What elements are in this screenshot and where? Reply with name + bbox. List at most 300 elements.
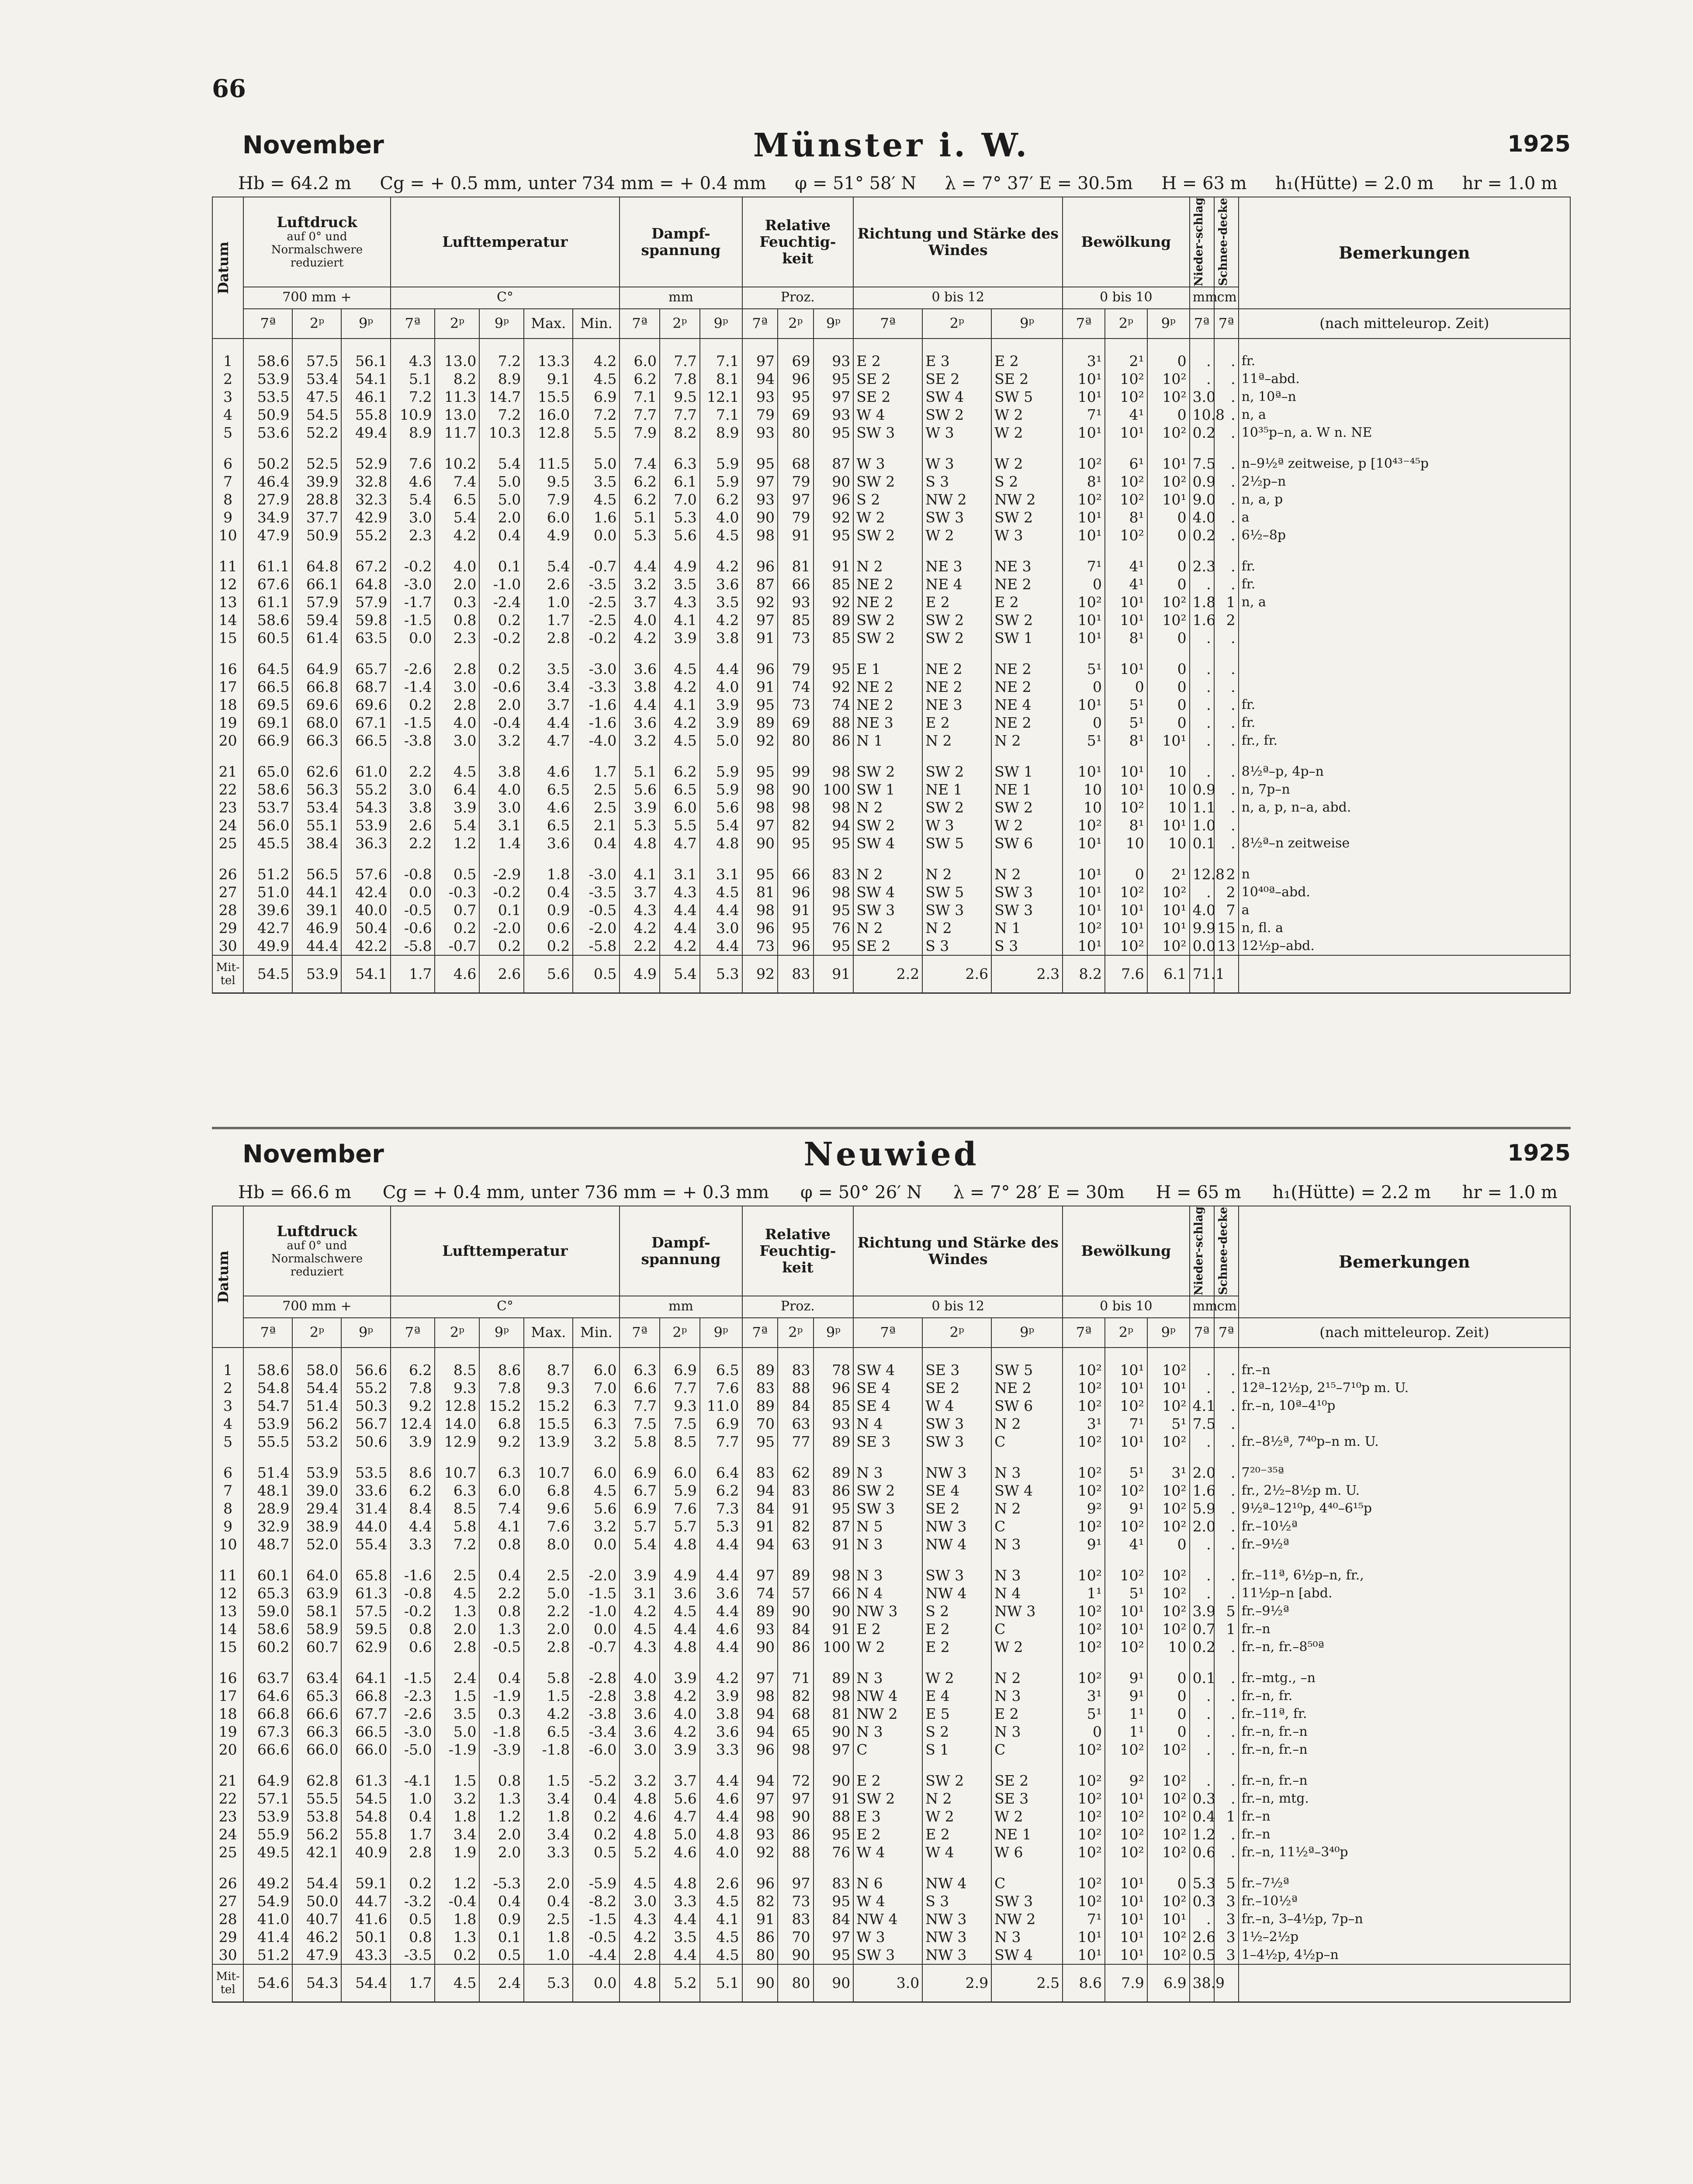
cloud-cell: 10²: [1147, 1892, 1190, 1910]
cloud-cell: 10¹: [1147, 491, 1190, 508]
spacer-cell: [573, 647, 620, 660]
pressure-cell: 67.6: [243, 575, 292, 593]
remarks-cell: fr.–10½ª: [1239, 1517, 1570, 1535]
precip-cell: 1.6: [1190, 611, 1214, 629]
year-label: 1925: [1507, 131, 1571, 157]
cloud-cell: 0: [1147, 557, 1190, 575]
table-row: [212, 816, 1570, 834]
wind-cell: N 4: [991, 1584, 1063, 1602]
day-cell: 20: [212, 732, 243, 750]
wind-cell: N 1: [991, 919, 1063, 937]
pressure-cell: 61.0: [341, 763, 390, 781]
vapour-cell: 4.6: [700, 1620, 742, 1638]
cloud-cell: 10¹: [1105, 1928, 1147, 1946]
pressure-cell: 58.1: [292, 1602, 341, 1620]
humidity-cell: 92: [814, 678, 854, 696]
temperature-cell: -8.2: [573, 1892, 620, 1910]
pressure-cell: 32.3: [341, 491, 390, 508]
spacer-cell: [1239, 1451, 1570, 1464]
remarks-cell: fr.–n, 3–4½p, 7p–n: [1239, 1910, 1570, 1928]
vapour-cell: 4.1: [620, 865, 660, 883]
pressure-cell: 33.6: [341, 1482, 390, 1500]
wind-cell: N 2: [853, 798, 922, 816]
spacer-cell: [1063, 750, 1105, 763]
remarks-cell: fr.–n: [1239, 1620, 1570, 1638]
temperature-cell: 5.4: [435, 816, 479, 834]
wind-cell: NW 3: [991, 1602, 1063, 1620]
temperature-cell: 0.5: [391, 1910, 435, 1928]
snow-cell: 3: [1214, 1928, 1239, 1946]
vapour-cell: 5.7: [660, 1517, 700, 1535]
wind-cell: W 4: [853, 406, 922, 424]
vapour-cell: 4.4: [660, 1946, 700, 1964]
wind-cell: NE 2: [853, 678, 922, 696]
pressure-mean: 53.9: [292, 955, 341, 993]
precip-cell: 9.0: [1190, 491, 1214, 508]
humidity-cell: 87: [742, 575, 778, 593]
wind-cell: SW 3: [922, 1566, 991, 1584]
snow-cell: 1: [1214, 593, 1239, 611]
temperature-cell: 7.2: [479, 352, 524, 370]
spacer-cell: [573, 750, 620, 763]
temperature-cell: 0.2: [524, 937, 573, 955]
day-cell: 6: [212, 1464, 243, 1482]
temperature-header: Lufttemperatur: [391, 1206, 620, 1296]
spacer-cell: [700, 339, 742, 352]
precip-cell: 1.2: [1190, 1825, 1214, 1843]
cloud-cell: 10²: [1063, 1741, 1105, 1759]
vapour-cell: 6.9: [620, 1464, 660, 1482]
pressure-cell: 38.9: [292, 1517, 341, 1535]
wind-cell: N 2: [991, 1415, 1063, 1433]
wind-cell: W 2: [922, 526, 991, 544]
pressure-cell: 60.7: [292, 1638, 341, 1656]
table-header: [212, 1206, 1570, 1348]
remarks-cell: [1239, 816, 1570, 834]
wind-cell: SE 2: [853, 370, 922, 388]
cloud-cell: 10²: [1105, 1566, 1147, 1584]
humidity-cell: 95: [814, 526, 854, 544]
pressure-cell: 57.5: [341, 1602, 390, 1620]
humidity-cell: 74: [742, 1584, 778, 1602]
pressure-cell: 66.8: [292, 678, 341, 696]
pressure-cell: 63.5: [341, 629, 390, 647]
temperature-mean: 0.0: [573, 1964, 620, 2002]
spacer-cell: [1105, 1348, 1147, 1361]
temperature-cell: 3.2: [435, 1790, 479, 1807]
cloud-cell: 10¹: [1105, 1602, 1147, 1620]
wind-cell: SW 2: [922, 798, 991, 816]
temperature-cell: 2.5: [573, 781, 620, 798]
remarks-cell: n–9½ª zeitweise, p [10⁴³⁻⁴⁵p: [1239, 455, 1570, 473]
wind-cell: E 2: [853, 1825, 922, 1843]
temperature-cell: 2.3: [435, 629, 479, 647]
temperature-cell: 0.4: [391, 1807, 435, 1825]
day-cell: 14: [212, 611, 243, 629]
cloud-cell: 10¹: [1063, 526, 1105, 544]
cloud-cell: 10²: [1063, 1361, 1105, 1379]
cloud-cell: 0: [1147, 575, 1190, 593]
spacer-cell: [1147, 750, 1190, 763]
pressure-cell: 52.2: [292, 424, 341, 442]
temperature-cell: -3.0: [391, 575, 435, 593]
vapour-cell: 3.6: [620, 1723, 660, 1741]
constant: λ = 7° 37′ E = 30.5m: [945, 173, 1133, 194]
humidity-cell: 90: [814, 1723, 854, 1741]
spacer-cell: [1190, 1553, 1214, 1566]
snow-cell: .: [1214, 798, 1239, 816]
day-cell: 25: [212, 1843, 243, 1861]
precip-mean: 71.1: [1190, 955, 1214, 993]
vapour-cell: 3.9: [700, 1687, 742, 1705]
temperature-cell: 0.2: [391, 1874, 435, 1892]
temperature-cell: 5.4: [479, 455, 524, 473]
temperature-cell: 0.8: [479, 1772, 524, 1790]
temperature-cell: 0.5: [573, 1843, 620, 1861]
spacer-cell: [391, 852, 435, 865]
spacer-cell: [292, 1348, 341, 1361]
wind-cell: SW 3: [853, 1500, 922, 1517]
humidity-cell: 94: [742, 1772, 778, 1790]
pressure-cell: 59.1: [341, 1874, 390, 1892]
vapour-cell: 5.9: [660, 1482, 700, 1500]
wind-cell: W 3: [991, 526, 1063, 544]
cloud-cell: 9¹: [1105, 1669, 1147, 1687]
remarks-cell: fr.–n: [1239, 1807, 1570, 1825]
table-row: [212, 473, 1570, 491]
temperature-cell: 1.2: [479, 1807, 524, 1825]
temperature-cell: 2.0: [479, 508, 524, 526]
humidity-cell: 89: [742, 1361, 778, 1379]
cloud-cell: 0: [1147, 1723, 1190, 1741]
pressure-cell: 52.0: [292, 1535, 341, 1553]
day-cell: 9: [212, 1517, 243, 1535]
spacer-cell: [524, 1553, 573, 1566]
temperature-cell: 2.8: [391, 1843, 435, 1861]
cloud-cell: 10²: [1147, 1602, 1190, 1620]
temperature-cell: 2.6: [391, 816, 435, 834]
day-cell: 27: [212, 1892, 243, 1910]
pressure-cell: 34.9: [243, 508, 292, 526]
spacer-cell: [1214, 647, 1239, 660]
cloud-cell: 10¹: [1063, 763, 1105, 781]
humidity-cell: 82: [778, 1687, 814, 1705]
cloud-cell: 0: [1063, 575, 1105, 593]
spacer-cell: [1214, 544, 1239, 557]
temperature-cell: -1.0: [479, 575, 524, 593]
pressure-cell: 50.6: [341, 1433, 390, 1451]
hour-label: 2ᵖ: [778, 1318, 814, 1348]
temperature-cell: -2.0: [479, 919, 524, 937]
wind-cell: NW 4: [853, 1687, 922, 1705]
remarks-cell: 6½–8p: [1239, 526, 1570, 544]
spacer-cell: [341, 852, 390, 865]
vapour-cell: 5.8: [620, 1433, 660, 1451]
humidity-mean: 83: [778, 955, 814, 993]
snow-cell: .: [1214, 763, 1239, 781]
wind-cell: SW 3: [922, 508, 991, 526]
pressure-cell: 65.7: [341, 660, 390, 678]
humidity-cell: 95: [814, 1825, 854, 1843]
spacer-cell: [1063, 1348, 1105, 1361]
day-cell: 13: [212, 1602, 243, 1620]
temperature-cell: 1.5: [435, 1687, 479, 1705]
cloud-cell: 10²: [1105, 1807, 1147, 1825]
temperature-cell: 0.4: [524, 1892, 573, 1910]
spacer-cell: [243, 750, 292, 763]
precip-header: [1190, 1206, 1214, 1296]
hour-label: 9ᵖ: [479, 309, 524, 339]
vapour-cell: 5.6: [700, 798, 742, 816]
spacer-cell: [814, 1348, 854, 1361]
remarks-cell: 12½p–abd.: [1239, 937, 1570, 955]
spacer-row: [212, 544, 1570, 557]
snow-cell: 5: [1214, 1602, 1239, 1620]
snow-cell: .: [1214, 1687, 1239, 1705]
spacer-cell: [620, 544, 660, 557]
table-row: [212, 1892, 1570, 1910]
vapour-cell: 6.9: [700, 1415, 742, 1433]
temperature-cell: -5.9: [573, 1874, 620, 1892]
pressure-cell: 67.2: [341, 557, 390, 575]
spacer-cell: [341, 1656, 390, 1669]
temperature-cell: 0.0: [573, 1620, 620, 1638]
vapour-cell: 5.6: [620, 781, 660, 798]
humidity-cell: 71: [778, 1669, 814, 1687]
remarks-cell: fr.–11ª, fr.: [1239, 1705, 1570, 1723]
spacer-cell: [742, 647, 778, 660]
humidity-cell: 95: [814, 937, 854, 955]
humidity-cell: 79: [778, 508, 814, 526]
pressure-cell: 54.4: [292, 1874, 341, 1892]
table-row: [212, 937, 1570, 955]
spacer-cell: [1239, 544, 1570, 557]
cloud-cell: 10²: [1063, 1602, 1105, 1620]
temperature-cell: 5.6: [573, 1500, 620, 1517]
vapour-cell: 7.7: [620, 406, 660, 424]
temperature-cell: -0.7: [573, 1638, 620, 1656]
cloud-cell: 0: [1147, 629, 1190, 647]
constant: H = 65 m: [1156, 1182, 1241, 1203]
pressure-cell: 42.2: [341, 937, 390, 955]
wind-cell: E 2: [853, 352, 922, 370]
datum-label: Datum: [215, 1250, 232, 1303]
table-row: [212, 1843, 1570, 1861]
wind-cell: E 2: [922, 1825, 991, 1843]
humidity-cell: 74: [778, 678, 814, 696]
cloud-header: Bewölkung: [1063, 197, 1189, 287]
temperature-cell: 3.4: [524, 678, 573, 696]
table-row: [212, 575, 1570, 593]
wind-cell: N 2: [853, 557, 922, 575]
temperature-cell: 2.8: [435, 660, 479, 678]
pressure-cell: 55.4: [341, 1535, 390, 1553]
snow-cell: 2: [1214, 611, 1239, 629]
wind-cell: SW 4: [853, 883, 922, 901]
temperature-cell: 0.2: [479, 660, 524, 678]
wind-unit: 0 bis 12: [853, 1296, 1063, 1318]
vapour-cell: 4.3: [620, 1638, 660, 1656]
pressure-cell: 50.0: [292, 1892, 341, 1910]
vapour-cell: 3.6: [700, 1723, 742, 1741]
pressure-cell: 40.0: [341, 901, 390, 919]
spacer-cell: [1105, 647, 1147, 660]
cloud-cell: 10¹: [1063, 696, 1105, 714]
wind-cell: N 2: [853, 919, 922, 937]
wind-cell: E 2: [853, 1772, 922, 1790]
temperature-cell: 0.7: [435, 901, 479, 919]
temperature-cell: 2.0: [479, 696, 524, 714]
vapour-cell: 3.8: [700, 1705, 742, 1723]
wind-cell: SW 2: [853, 526, 922, 544]
temperature-cell: 2.2: [524, 1602, 573, 1620]
pressure-cell: 40.7: [292, 1910, 341, 1928]
day-cell: 24: [212, 816, 243, 834]
spacer-cell: [778, 339, 814, 352]
day-cell: 16: [212, 1669, 243, 1687]
spacer-cell: [1214, 1553, 1239, 1566]
spacer-cell: [922, 852, 991, 865]
table-row: [212, 1397, 1570, 1415]
remarks-mean: [1239, 1964, 1570, 2002]
day-cell: 21: [212, 1772, 243, 1790]
temperature-cell: -0.2: [479, 629, 524, 647]
spacer-cell: [243, 852, 292, 865]
vapour-cell: 6.2: [660, 763, 700, 781]
spacer-cell: [243, 442, 292, 455]
pressure-cell: 31.4: [341, 1500, 390, 1517]
wind-cell: NE 3: [991, 557, 1063, 575]
temperature-cell: 3.0: [435, 732, 479, 750]
pressure-cell: 51.4: [292, 1397, 341, 1415]
wind-cell: W 3: [922, 816, 991, 834]
temperature-cell: 4.6: [524, 798, 573, 816]
humidity-cell: 89: [814, 1464, 854, 1482]
hour-label: 2ᵖ: [1105, 309, 1147, 339]
spacer-cell: [1190, 1348, 1214, 1361]
wind-cell: E 2: [991, 593, 1063, 611]
temperature-cell: 4.6: [524, 763, 573, 781]
spacer-cell: [243, 339, 292, 352]
temperature-cell: 2.0: [435, 575, 479, 593]
spacer-cell: [435, 647, 479, 660]
precip-cell: 9.9: [1190, 919, 1214, 937]
humidity-cell: 85: [814, 575, 854, 593]
temperature-cell: 6.0: [573, 1464, 620, 1482]
temperature-cell: -2.5: [573, 611, 620, 629]
cloud-cell: 10²: [1147, 1928, 1190, 1946]
temperature-cell: 9.1: [524, 370, 573, 388]
cloud-cell: 8¹: [1105, 816, 1147, 834]
snow-cell: .: [1214, 455, 1239, 473]
cloud-cell: 0: [1147, 1535, 1190, 1553]
remarks-cell: [1239, 660, 1570, 678]
mean-row: [212, 1964, 1570, 2002]
precip-cell: .: [1190, 629, 1214, 647]
cloud-cell: 10¹: [1147, 1379, 1190, 1397]
remarks-cell: 9½ª–12¹⁰p, 4⁴⁰–6¹⁵p: [1239, 1500, 1570, 1517]
spacer-cell: [212, 442, 243, 455]
humidity-cell: 90: [814, 473, 854, 491]
precip-cell: .: [1190, 1584, 1214, 1602]
pressure-cell: 61.1: [243, 593, 292, 611]
pressure-cell: 57.6: [341, 865, 390, 883]
cloud-cell: 10²: [1105, 370, 1147, 388]
temperature-cell: 7.8: [391, 1379, 435, 1397]
table-row: [212, 1361, 1570, 1379]
humidity-cell: 84: [778, 1620, 814, 1638]
humidity-cell: 73: [778, 696, 814, 714]
cloud-cell: 10¹: [1063, 937, 1105, 955]
cloud-cell: 1¹: [1105, 1705, 1147, 1723]
spacer-cell: [573, 1656, 620, 1669]
day-cell: 26: [212, 1874, 243, 1892]
temperature-cell: 9.2: [479, 1433, 524, 1451]
spacer-cell: [391, 544, 435, 557]
wind-cell: NE 2: [922, 660, 991, 678]
spacer-cell: [660, 647, 700, 660]
pressure-cell: 63.4: [292, 1669, 341, 1687]
vapour-cell: 6.3: [660, 455, 700, 473]
vapour-cell: 3.6: [620, 1705, 660, 1723]
pressure-cell: 67.7: [341, 1705, 390, 1723]
spacer-cell: [1239, 1656, 1570, 1669]
temperature-cell: 6.3: [435, 1482, 479, 1500]
pressure-cell: 50.1: [341, 1928, 390, 1946]
pressure-cell: 55.2: [341, 1379, 390, 1397]
temperature-cell: 0.2: [435, 919, 479, 937]
table-row: [212, 1433, 1570, 1451]
precip-cell: .: [1190, 696, 1214, 714]
pressure-cell: 66.3: [292, 732, 341, 750]
vapour-cell: 7.7: [660, 1379, 700, 1397]
wind-cell: NE 1: [991, 781, 1063, 798]
precip-cell: .: [1190, 763, 1214, 781]
station-name: Neuwied: [803, 1136, 979, 1173]
humidity-cell: 95: [742, 455, 778, 473]
pressure-title: Luftdruck: [277, 1223, 357, 1240]
humidity-cell: 94: [742, 1723, 778, 1741]
day-cell: 19: [212, 1723, 243, 1741]
temperature-cell: 4.0: [435, 557, 479, 575]
humidity-cell: 98: [814, 763, 854, 781]
spacer-cell: [391, 1553, 435, 1566]
temperature-cell: -0.6: [479, 678, 524, 696]
vapour-cell: 12.1: [700, 388, 742, 406]
wind-cell: W 2: [853, 1638, 922, 1656]
cloud-cell: 10¹: [1105, 763, 1147, 781]
humidity-cell: 88: [814, 1807, 854, 1825]
cloud-cell: 2¹: [1147, 865, 1190, 883]
min-label: Min.: [573, 309, 620, 339]
day-cell: 2: [212, 1379, 243, 1397]
pressure-cell: 64.5: [243, 660, 292, 678]
wind-cell: N 3: [991, 1535, 1063, 1553]
vapour-cell: 4.0: [700, 1843, 742, 1861]
cloud-cell: 10²: [1105, 1741, 1147, 1759]
station-constants: [212, 170, 1571, 197]
temperature-cell: 6.5: [524, 816, 573, 834]
vapour-cell: 4.3: [660, 883, 700, 901]
spacer-cell: [243, 1861, 292, 1874]
cloud-cell: 10²: [1063, 816, 1105, 834]
temperature-cell: 2.3: [391, 526, 435, 544]
humidity-cell: 91: [814, 1790, 854, 1807]
wind-cell: SE 4: [853, 1397, 922, 1415]
cloud-cell: 5¹: [1105, 1464, 1147, 1482]
cloud-cell: 10: [1147, 1638, 1190, 1656]
wind-cell: E 2: [991, 352, 1063, 370]
